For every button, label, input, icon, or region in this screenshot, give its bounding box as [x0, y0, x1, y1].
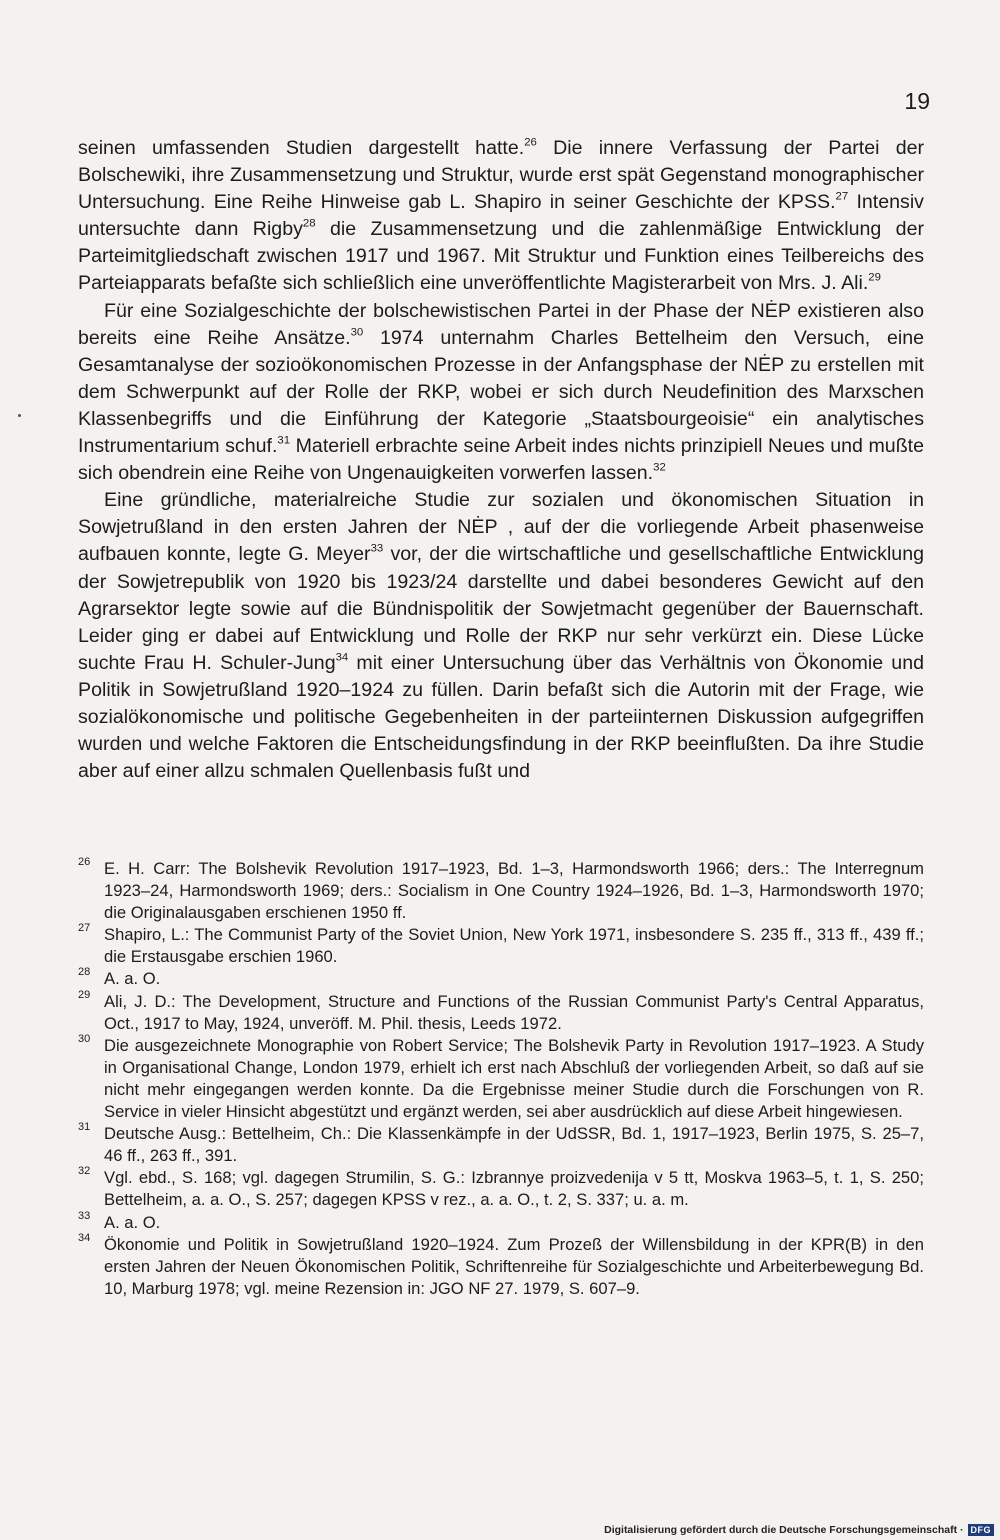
paragraph-text: Materiell erbrachte seine Arbeit indes nichts prinzipiell Neues und mußte sich obendrein eine Reihe von Ungenauigkeiten vorwerfen lassen. — [78, 435, 924, 485]
paragraph-text: mit einer Untersuchung über das Verhältnis von Ökonomie und Politik in Sowjetrußland 1920–1924 zu füllen. Darin befaßt sich die Autorin mit der Frage, wie sozialökonomische und politische Gegebenheiten in der parteiinternen Diskussion aufgegriffen wurden und welche Faktoren die Entscheidungsfindung in der RKP beeinflußten. Da ihre Studie aber auf einer allzu schmalen Quellenbasis fußt und — [78, 651, 924, 783]
footnote — [78, 1231, 924, 1300]
paragraph-text: vor, der die wirtschaftliche und gesellschaftliche Entwicklung der Sowjetrepublik von 1920 bis 1923/24 darstellte und dabei besonderes Gewicht auf den Agrarsektor legte sowie auf die Bündnispolitik der Sowjetmacht gegenüber der Bauernschaft. Leider ging er dabei auf Entwicklung und Rolle der RKP nur sehr verkürzt ein. Diese Lücke suchte Frau H. Schuler-Jung — [78, 543, 924, 674]
footnote — [78, 1123, 924, 1167]
footnote-text: Deutsche Ausg.: Bettelheim, Ch.: Die Klassenkämpfe in der UdSSR, Bd. 1, 1917–1923, Berlin 1975, S. 25–7, 46 ff., 263 ff., 391. — [104, 1124, 924, 1166]
paragraph-text: 1974 unternahm Charles Bettelheim den Versuch, eine Gesamtanalyse der sozioökonomischen Prozesse in der Anfangsphase der NĖP zu erstellen mit dem Schwerpunkt auf der Rolle der RKP, wobei er sich durch Neudefinition des Marxschen Klassenbegriffs und die Einführung der Kategorie „Staatsbourgeoisie“ ein analytisches Instrumentarium schuf. — [78, 326, 924, 458]
footnote — [78, 1167, 924, 1211]
footnote — [78, 1032, 924, 1123]
dfg-logo: DFG — [968, 1524, 995, 1536]
footnote-reference[interactable]: 28 — [302, 217, 316, 230]
paragraph-text: Intensiv untersuchte dann Rigby — [78, 191, 924, 241]
page-number: 19 — [904, 88, 930, 114]
footnote-reference[interactable]: 27 — [835, 190, 849, 203]
main-text — [78, 135, 924, 785]
footnote-number: 33 — [78, 1209, 91, 1222]
footnote-text: E. H. Carr: The Bolshevik Revolution 1917–1923, Bd. 1–3, Harmondsworth 1966; ders.: The Interregnum 1923–24, Harmondsworth 1969; ders.: Socialism in One Country 1924–1926, Bd. 1–3, Harmondsworth 1970; die Originalausgaben erschienen 1950 ff. — [104, 859, 924, 923]
paragraph — [78, 487, 924, 785]
footnote-text: A. a. O. — [104, 1212, 161, 1232]
footnote-number: 29 — [78, 988, 91, 1001]
footnote-reference[interactable]: 30 — [350, 326, 364, 339]
scan-speck — [18, 414, 21, 417]
footnote — [78, 858, 924, 924]
footnote-number: 30 — [78, 1032, 91, 1045]
footnotes — [78, 858, 924, 1300]
paragraph — [78, 298, 924, 488]
paragraph-text: Die innere Verfassung der Partei der Bolschewiki, ihre Zusammensetzung und Struktur, wurde erst spät Gegenstand monographischer Untersuchung. Eine Reihe Hinweise gab L. Shapiro in seiner Geschichte der KPSS. — [78, 137, 925, 214]
footnote-number: 32 — [78, 1165, 91, 1178]
paragraph-text: seinen umfassenden Studien dargestellt hatte. — [78, 137, 525, 159]
footnote-reference[interactable]: 29 — [868, 271, 881, 284]
footnote-number: 31 — [78, 1121, 91, 1134]
footnote-reference[interactable]: 26 — [524, 136, 537, 149]
digitization-footer — [604, 1524, 994, 1536]
footnote-reference[interactable]: 31 — [277, 434, 291, 447]
footnote-number: 26 — [78, 856, 91, 868]
footnote-reference[interactable]: 33 — [370, 542, 384, 555]
paragraph — [78, 135, 924, 298]
footnote-text: A. a. O. — [104, 969, 161, 989]
footnote — [78, 968, 924, 990]
footnote-reference[interactable]: 32 — [653, 461, 666, 474]
footnote-text: Vgl. ebd., S. 168; vgl. dagegen Strumilin, S. G.: Izbrannye proizvedenija v 5 tt, Moskva 1963–5, t. 1, S. 250; Bettelheim, a. a. O., S. 257; dagegen KPSS v rez., a. a. O., t. 2, S. 337; u. a. m. — [104, 1168, 924, 1210]
footnote — [78, 988, 924, 1035]
footnote-number: 28 — [78, 966, 91, 979]
footer-text: Digitalisierung gefördert durch die Deutsche Forschungsgemeinschaft · — [604, 1524, 964, 1536]
footnote-text: Die ausgezeichnete Monographie von Robert Service; The Bolshevik Party in Revolution 1917–1923. A Study in Organisational Change, London 1979, erhielt ich erst nach Abschluß der vorliegenden Arbeit, so daß auf sie nicht mehr eingegangen werden konnte. Da die Ergebnisse meiner Studie durch die Forschungen von R. Service in vieler Hinsicht abgestützt und ergänzt werden, sei aber ausdrücklich auf diese Arbeit hingewiesen. — [104, 1035, 924, 1122]
footnote-text: Ökonomie und Politik in Sowjetrußland 1920–1924. Zum Prozeß der Willensbildung in der KPR(B) in den ersten Jahren der Neuen Ökonomischen Politik, Schriftenreihe für Sozialgeschichte und Arbeiterbewegung Bd. 10, Marburg 1978; vgl. meine Rezension in: JGO NF 27. 1979, S. 607–9. — [104, 1234, 924, 1298]
footnote-number: 34 — [78, 1231, 91, 1244]
paragraph-text: Eine gründliche, materialreiche Studie zur sozialen und ökonomischen Situation in Sowjetrußland in den ersten Jahren der NĖP , auf der die vorliegende Arbeit phasenweise aufbauen konnte, legte G. Meyer — [78, 489, 924, 566]
footnote-text: Shapiro, L.: The Communist Party of the Soviet Union, New York 1971, insbesondere S. 235 ff., 313 ff., 439 ff.; die Erstausgabe erschien 1960. — [104, 925, 924, 967]
footnote — [78, 924, 924, 968]
paragraph-text: die Zusammensetzung und die zahlenmäßige Entwicklung der Parteimitgliedschaft zwischen 1917 und 1967. Mit Struktur und Funktion eines Teilbereichs des Parteiapparats befaßte sich schließlich eine unveröffentlichte Magisterarbeit von Mrs. J. Ali. — [78, 218, 924, 295]
footnote-text: Ali, J. D.: The Development, Structure and Functions of the Russian Communist Party's Central Apparatus, Oct., 1917 to May, 1924, unveröff. M. Phil. thesis, Leeds 1972. — [104, 991, 924, 1033]
footnote-number: 27 — [78, 922, 91, 935]
footnote — [78, 1209, 924, 1234]
paragraph-text: Für eine Sozialgeschichte der bolschewistischen Partei in der Phase der NĖP existieren also bereits eine Reihe Ansätze. — [78, 299, 924, 349]
footnote-reference[interactable]: 34 — [335, 651, 349, 664]
